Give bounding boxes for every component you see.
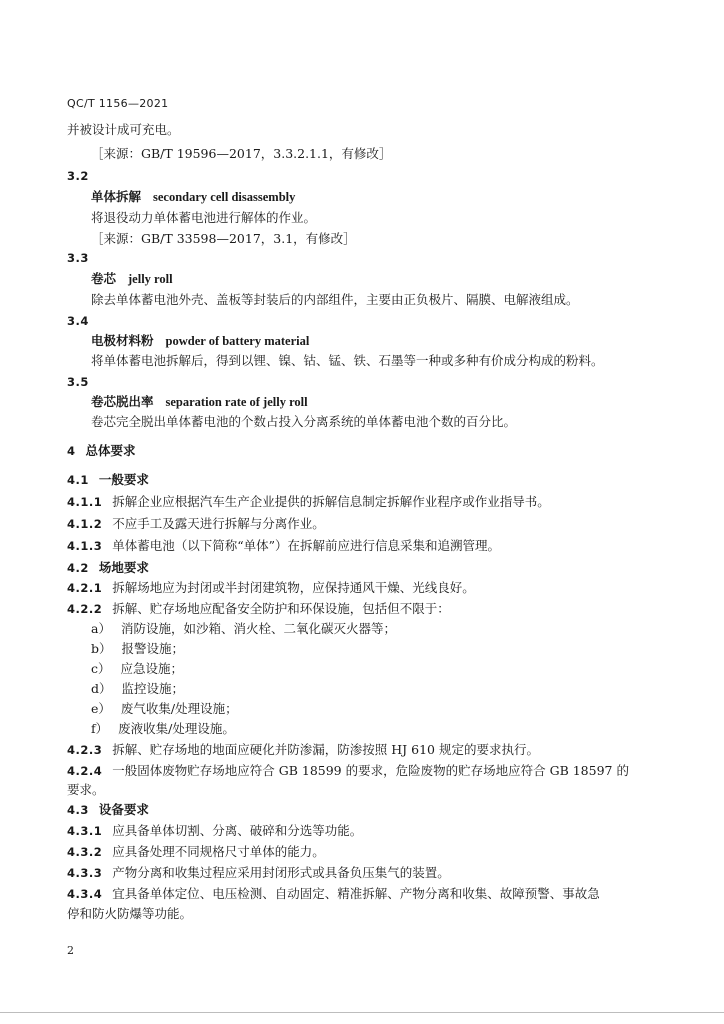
clause-line: 4.2.3 拆解、贮存场地的地面应硬化并防渗漏，防渗按照 HJ 610 规定的要求执行。 bbox=[67, 742, 539, 757]
clause-line: 4.3.3 产物分离和收集过程应采用封闭形式或具备负压集气的装置。 bbox=[67, 865, 450, 880]
clause-continuation: 停和防火防爆等功能。 bbox=[67, 906, 193, 921]
term-definition: 将单体蓄电池拆解后，得到以锂、镍、钴、锰、铁、石墨等一种或多种有价成分构成的粉料。 bbox=[91, 353, 604, 368]
list-item: c） 应急设施； bbox=[91, 661, 184, 676]
clause-line: 4.3.1 应具备单体切割、分离、破碎和分选等功能。 bbox=[67, 823, 363, 838]
list-item: e） 废气收集/处理设施； bbox=[91, 701, 238, 716]
term-en: jelly roll bbox=[128, 272, 173, 286]
term-zh: 电极材料粉 bbox=[91, 333, 154, 348]
list-item: a） 消防设施，如沙箱、消火栓、二氧化碳灭火器等； bbox=[91, 621, 396, 636]
clause-line: 4.1.2 不应手工及露天进行拆解与分离作业。 bbox=[67, 516, 325, 531]
clause-number: 3.5 bbox=[67, 375, 89, 389]
source-note: ［来源：GB/T 19596—2017，3.3.2.1.1，有修改］ bbox=[91, 146, 392, 161]
term-definition: 将退役动力单体蓄电池进行解体的作业。 bbox=[91, 210, 317, 225]
clause-line: 4.2.1 拆解场地应为封闭或半封闭建筑物，应保持通风干燥、光线良好。 bbox=[67, 580, 475, 595]
list-item: b） 报警设施； bbox=[91, 641, 185, 656]
clause-line: 4.3.2 应具备处理不同规格尺寸单体的能力。 bbox=[67, 844, 325, 859]
text-line: 并被设计成可充电。 bbox=[67, 122, 180, 137]
page-bottom-rule bbox=[0, 1012, 724, 1013]
list-item: f） 废液收集/处理设施。 bbox=[91, 721, 235, 736]
term-definition: 卷芯完全脱出单体蓄电池的个数占投入分离系统的单体蓄电池个数的百分比。 bbox=[91, 414, 517, 429]
subsection-heading: 4.2 场地要求 bbox=[67, 560, 149, 575]
term-heading bbox=[91, 333, 309, 349]
term-heading bbox=[91, 394, 308, 410]
section-heading: 4 总体要求 bbox=[67, 443, 136, 458]
clause-line: 4.2.2 拆解、贮存场地应配备安全防护和环保设施，包括但不限于： bbox=[67, 601, 450, 616]
term-en: separation rate of jelly roll bbox=[165, 395, 308, 409]
clause-line: 4.2.4 一般固体废物贮存场地应符合 GB 18599 的要求，危险废物的贮存场地应符合 GB 18597 的 bbox=[67, 763, 629, 778]
clause-number: 3.3 bbox=[67, 251, 89, 265]
clause-number: 3.2 bbox=[67, 169, 89, 183]
term-heading bbox=[91, 271, 173, 287]
subsection-heading: 4.3 设备要求 bbox=[67, 802, 149, 817]
clause-line: 4.1.1 拆解企业应根据汽车生产企业提供的拆解信息制定拆解作业程序或作业指导书。 bbox=[67, 494, 550, 509]
document-code: QC/T 1156—2021 bbox=[67, 97, 169, 110]
term-heading bbox=[91, 189, 295, 205]
term-definition: 除去单体蓄电池外壳、盖板等封装后的内部组件，主要由正负极片、隔膜、电解液组成。 bbox=[91, 292, 579, 307]
clause-line: 4.3.4 宜具备单体定位、电压检测、自动固定、精准拆解、产物分离和收集、故障预警、事故急 bbox=[67, 886, 600, 901]
term-en: secondary cell disassembly bbox=[153, 190, 296, 204]
page-number: 2 bbox=[67, 944, 74, 957]
clause-continuation: 要求。 bbox=[67, 782, 105, 797]
subsection-heading: 4.1 一般要求 bbox=[67, 472, 149, 487]
term-zh: 卷芯 bbox=[91, 271, 117, 286]
clause-number: 3.4 bbox=[67, 314, 89, 328]
term-en: powder of battery material bbox=[165, 334, 310, 348]
term-zh: 卷芯脱出率 bbox=[91, 394, 154, 409]
clause-line: 4.1.3 单体蓄电池（以下简称“单体”）在拆解前应进行信息采集和追溯管理。 bbox=[67, 538, 501, 553]
term-zh: 单体拆解 bbox=[91, 189, 142, 204]
source-note: ［来源：GB/T 33598—2017，3.1，有修改］ bbox=[91, 231, 356, 246]
list-item: d） 监控设施； bbox=[91, 681, 185, 696]
